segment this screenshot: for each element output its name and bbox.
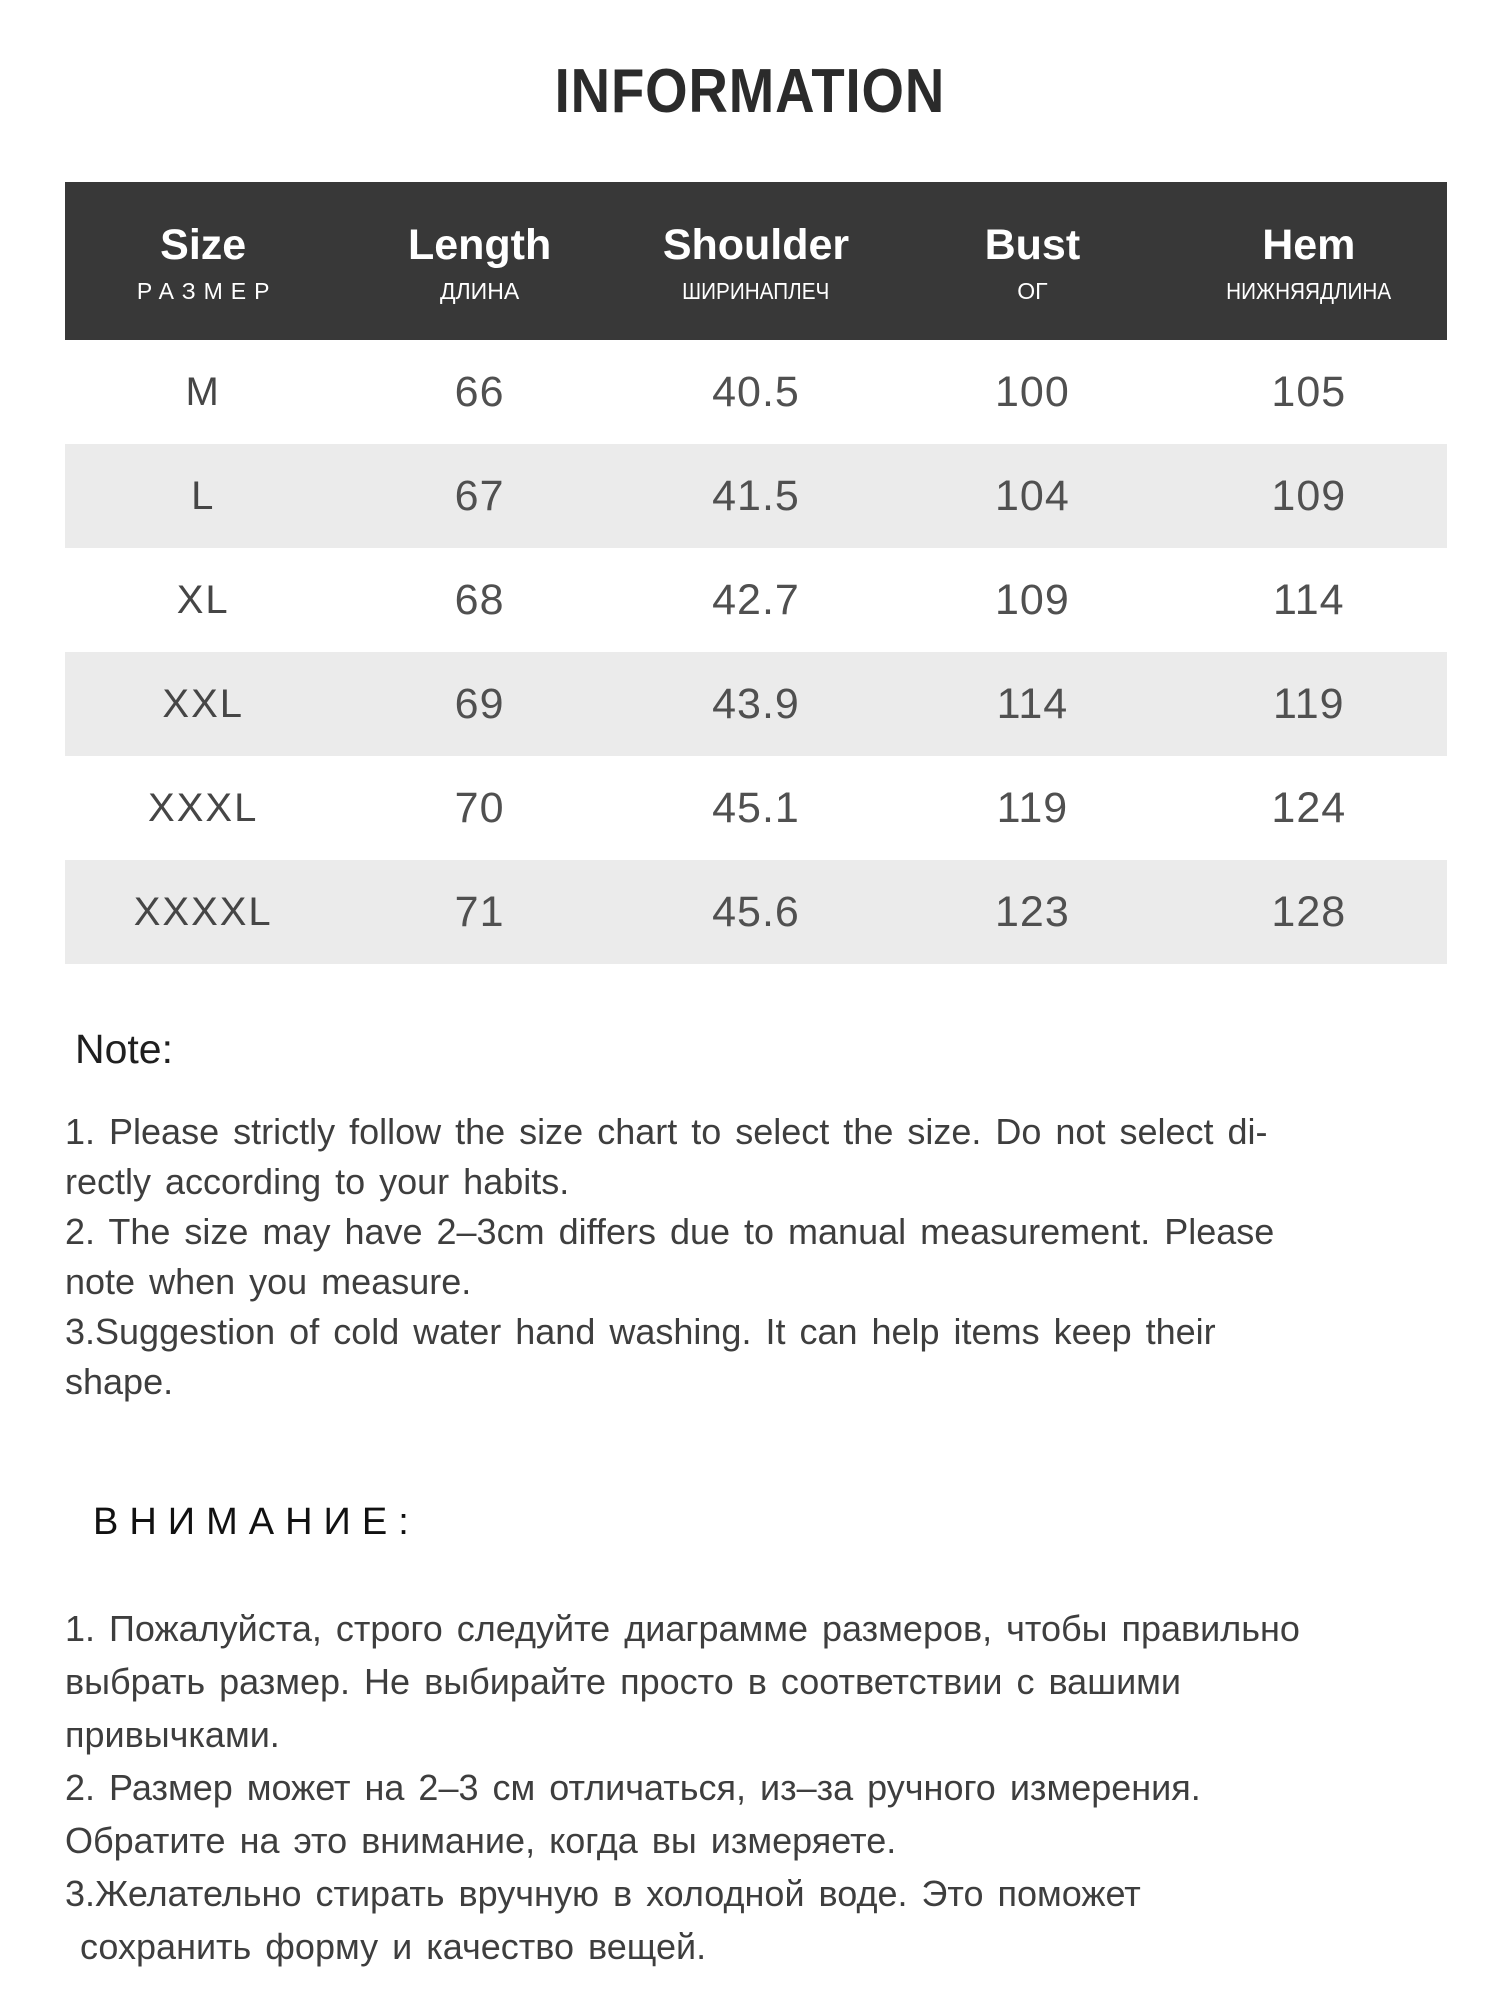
column-header-hem-ru: НИЖНЯЯДЛИНА — [1226, 278, 1392, 304]
hem-cell: 105 — [1271, 367, 1347, 416]
note-section-ru — [65, 1501, 1447, 1973]
size-cell: XXXXL — [133, 889, 273, 934]
length-cell: 68 — [454, 575, 505, 624]
column-header-shoulder-ru: ШИРИНАПЛЕЧ — [682, 278, 830, 304]
column-header-bust — [894, 219, 1170, 303]
column-header-hem-en: Hem — [1262, 221, 1356, 269]
note-line-ru: сохранить форму и качество вещей. — [80, 1926, 707, 1967]
bust-cell: 104 — [995, 471, 1070, 520]
hem-cell: 109 — [1271, 471, 1347, 520]
page-title: INFORMATION — [554, 57, 946, 126]
note-line: 1. Please strictly follow the size chart to select the size. Do not select di- — [65, 1111, 1268, 1152]
shoulder-cell: 45.1 — [712, 783, 800, 832]
size-cell: XL — [176, 577, 230, 622]
column-header-shoulder-en: Shoulder — [662, 221, 850, 269]
table-row-l — [65, 444, 1447, 548]
shoulder-cell: 43.9 — [712, 679, 800, 728]
note-line: note when you measure. — [65, 1261, 472, 1302]
column-header-size-ru: РАЗМЕР — [136, 278, 278, 304]
note-line: shape. — [65, 1361, 174, 1402]
note-line: rectly according to your habits. — [65, 1161, 570, 1202]
column-header-length-ru: ДЛИНА — [440, 278, 520, 304]
column-header-bust-ru: ОГ — [1017, 278, 1048, 304]
column-header-bust-en: Bust — [984, 221, 1081, 269]
note-line: 2. The size may have 2–3cm differs due to manual measurement. Please — [65, 1211, 1275, 1252]
size-chart-table — [65, 182, 1447, 964]
bust-cell: 119 — [996, 783, 1069, 832]
column-header-shoulder — [618, 219, 894, 303]
table-row-xxl — [65, 652, 1447, 756]
note-section-en — [65, 1026, 1447, 1407]
table-row-xl — [65, 548, 1447, 652]
size-cell: M — [185, 369, 221, 414]
length-cell: 69 — [454, 679, 505, 728]
note-line-ru: Обратите на это внимание, когда вы измеряете. — [65, 1820, 897, 1861]
note-line-ru: 2. Размер может на 2–3 см отличаться, из–за ручного измерения. — [65, 1767, 1201, 1808]
note-line-ru: привычками. — [65, 1714, 280, 1755]
note-line: 3.Suggestion of cold water hand washing. It can help items keep their — [65, 1311, 1216, 1352]
note-line-ru: 1. Пожалуйста, строго следуйте диаграмме размеров, чтобы правильно — [65, 1608, 1300, 1649]
note-heading-ru: ВНИМАНИЕ: — [93, 1501, 420, 1543]
bust-cell: 123 — [995, 887, 1070, 936]
bust-cell: 100 — [995, 367, 1070, 416]
hem-cell: 124 — [1271, 783, 1347, 832]
size-cell: XXL — [162, 681, 244, 726]
length-cell: 70 — [454, 783, 505, 832]
size-chart-body — [65, 340, 1447, 964]
size-cell: L — [191, 473, 216, 518]
shoulder-cell: 42.7 — [712, 575, 800, 624]
size-chart-header-row — [65, 182, 1447, 340]
length-cell: 71 — [454, 887, 505, 936]
shoulder-cell: 40.5 — [712, 367, 800, 416]
column-header-length — [341, 219, 617, 303]
hem-cell: 119 — [1273, 679, 1345, 728]
note-line-ru: 3.Желательно стирать вручную в холодной воде. Это поможет — [65, 1873, 1141, 1914]
bust-cell: 114 — [996, 679, 1069, 728]
column-header-length-en: Length — [407, 221, 552, 269]
bust-cell: 109 — [995, 575, 1070, 624]
column-header-size-en: Size — [160, 221, 247, 269]
length-cell: 67 — [454, 471, 505, 520]
shoulder-cell: 41.5 — [712, 471, 800, 520]
table-row-m — [65, 340, 1447, 444]
column-header-hem — [1171, 219, 1447, 303]
note-line-ru: выбрать размер. Не выбирайте просто в соответствии с вашими — [65, 1661, 1182, 1702]
hem-cell: 128 — [1271, 887, 1347, 936]
size-cell: XXXL — [148, 785, 259, 830]
hem-cell: 114 — [1273, 575, 1345, 624]
shoulder-cell: 45.6 — [712, 887, 800, 936]
table-row-xxxl — [65, 756, 1447, 860]
note-heading-en: Note: — [75, 1026, 173, 1072]
length-cell: 66 — [454, 367, 505, 416]
table-row-xxxxl — [65, 860, 1447, 964]
column-header-size — [65, 219, 341, 303]
